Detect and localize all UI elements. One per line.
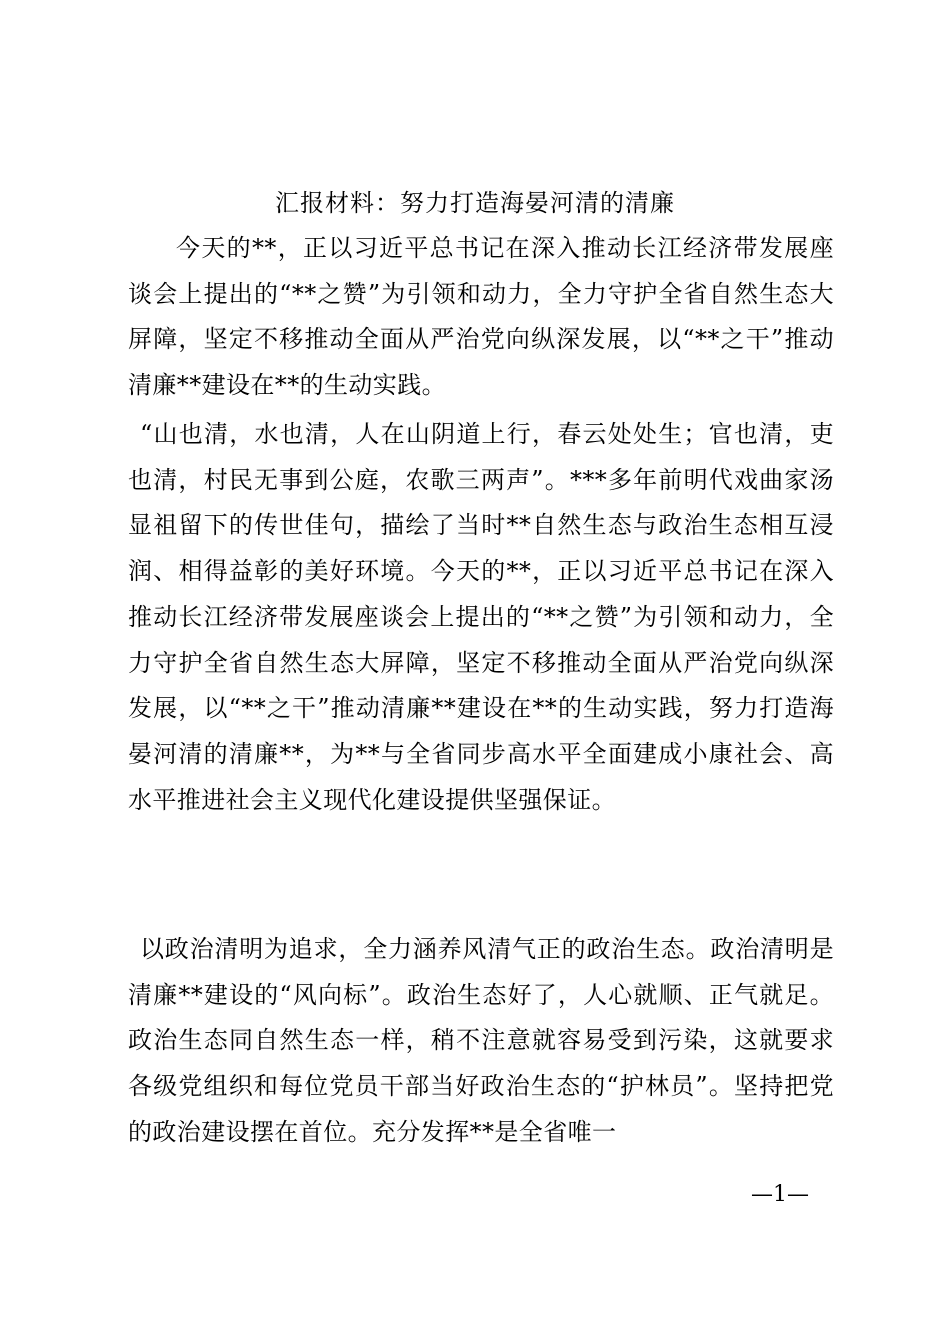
document-title: 汇报材料：努力打造海晏河清的清廉 — [275, 189, 675, 217]
paragraph-2: “山也清，水也清，人在山阴道上行，春云处处生；官也清，吏也清，村民无事到公庭，农歌三两声”。***多年前明代戏曲家汤显祖留下的传世佳句，描绘了当时**自然生态与政治生态相互浸润、相得益彰的美好环境。今天的**，正以习近平总书记在深入推动长江经济带发展座谈会上提出的“**之赞”为引领和动力，全力守护全省自然生态大屏障，坚定不移推动全面从严治党向纵深发展，以“**之干”推动清廉**建设在**的生动实践，努力打造海晏河清的清廉**，为**与全省同步高水平全面建成小康社会、高水平推进社会主义现代化建设提供坚强保证。 — [128, 420, 834, 814]
page-number: —1— — [751, 1182, 809, 1207]
paragraph-1: 今天的**，正以习近平总书记在深入推动长江经济带发展座谈会上提出的“**之赞”为引领和动力，全力守护全省自然生态大屏障，坚定不移推动全面从严治党向纵深发展，以“**之干”推动清廉**建设在**的生动实践。 — [128, 234, 834, 400]
paragraph-3: 以政治清明为追求，全力涵养风清气正的政治生态。政治清明是清廉**建设的“风向标”。政治生态好了，人心就顺、正气就足。政治生态同自然生态一样，稍不注意就容易受到污染，这就要求各级党组织和每位党员干部当好政治生态的“护林员”。坚持把党的政治建设摆在首位。充分发挥**是全省唯一 — [128, 935, 834, 1146]
